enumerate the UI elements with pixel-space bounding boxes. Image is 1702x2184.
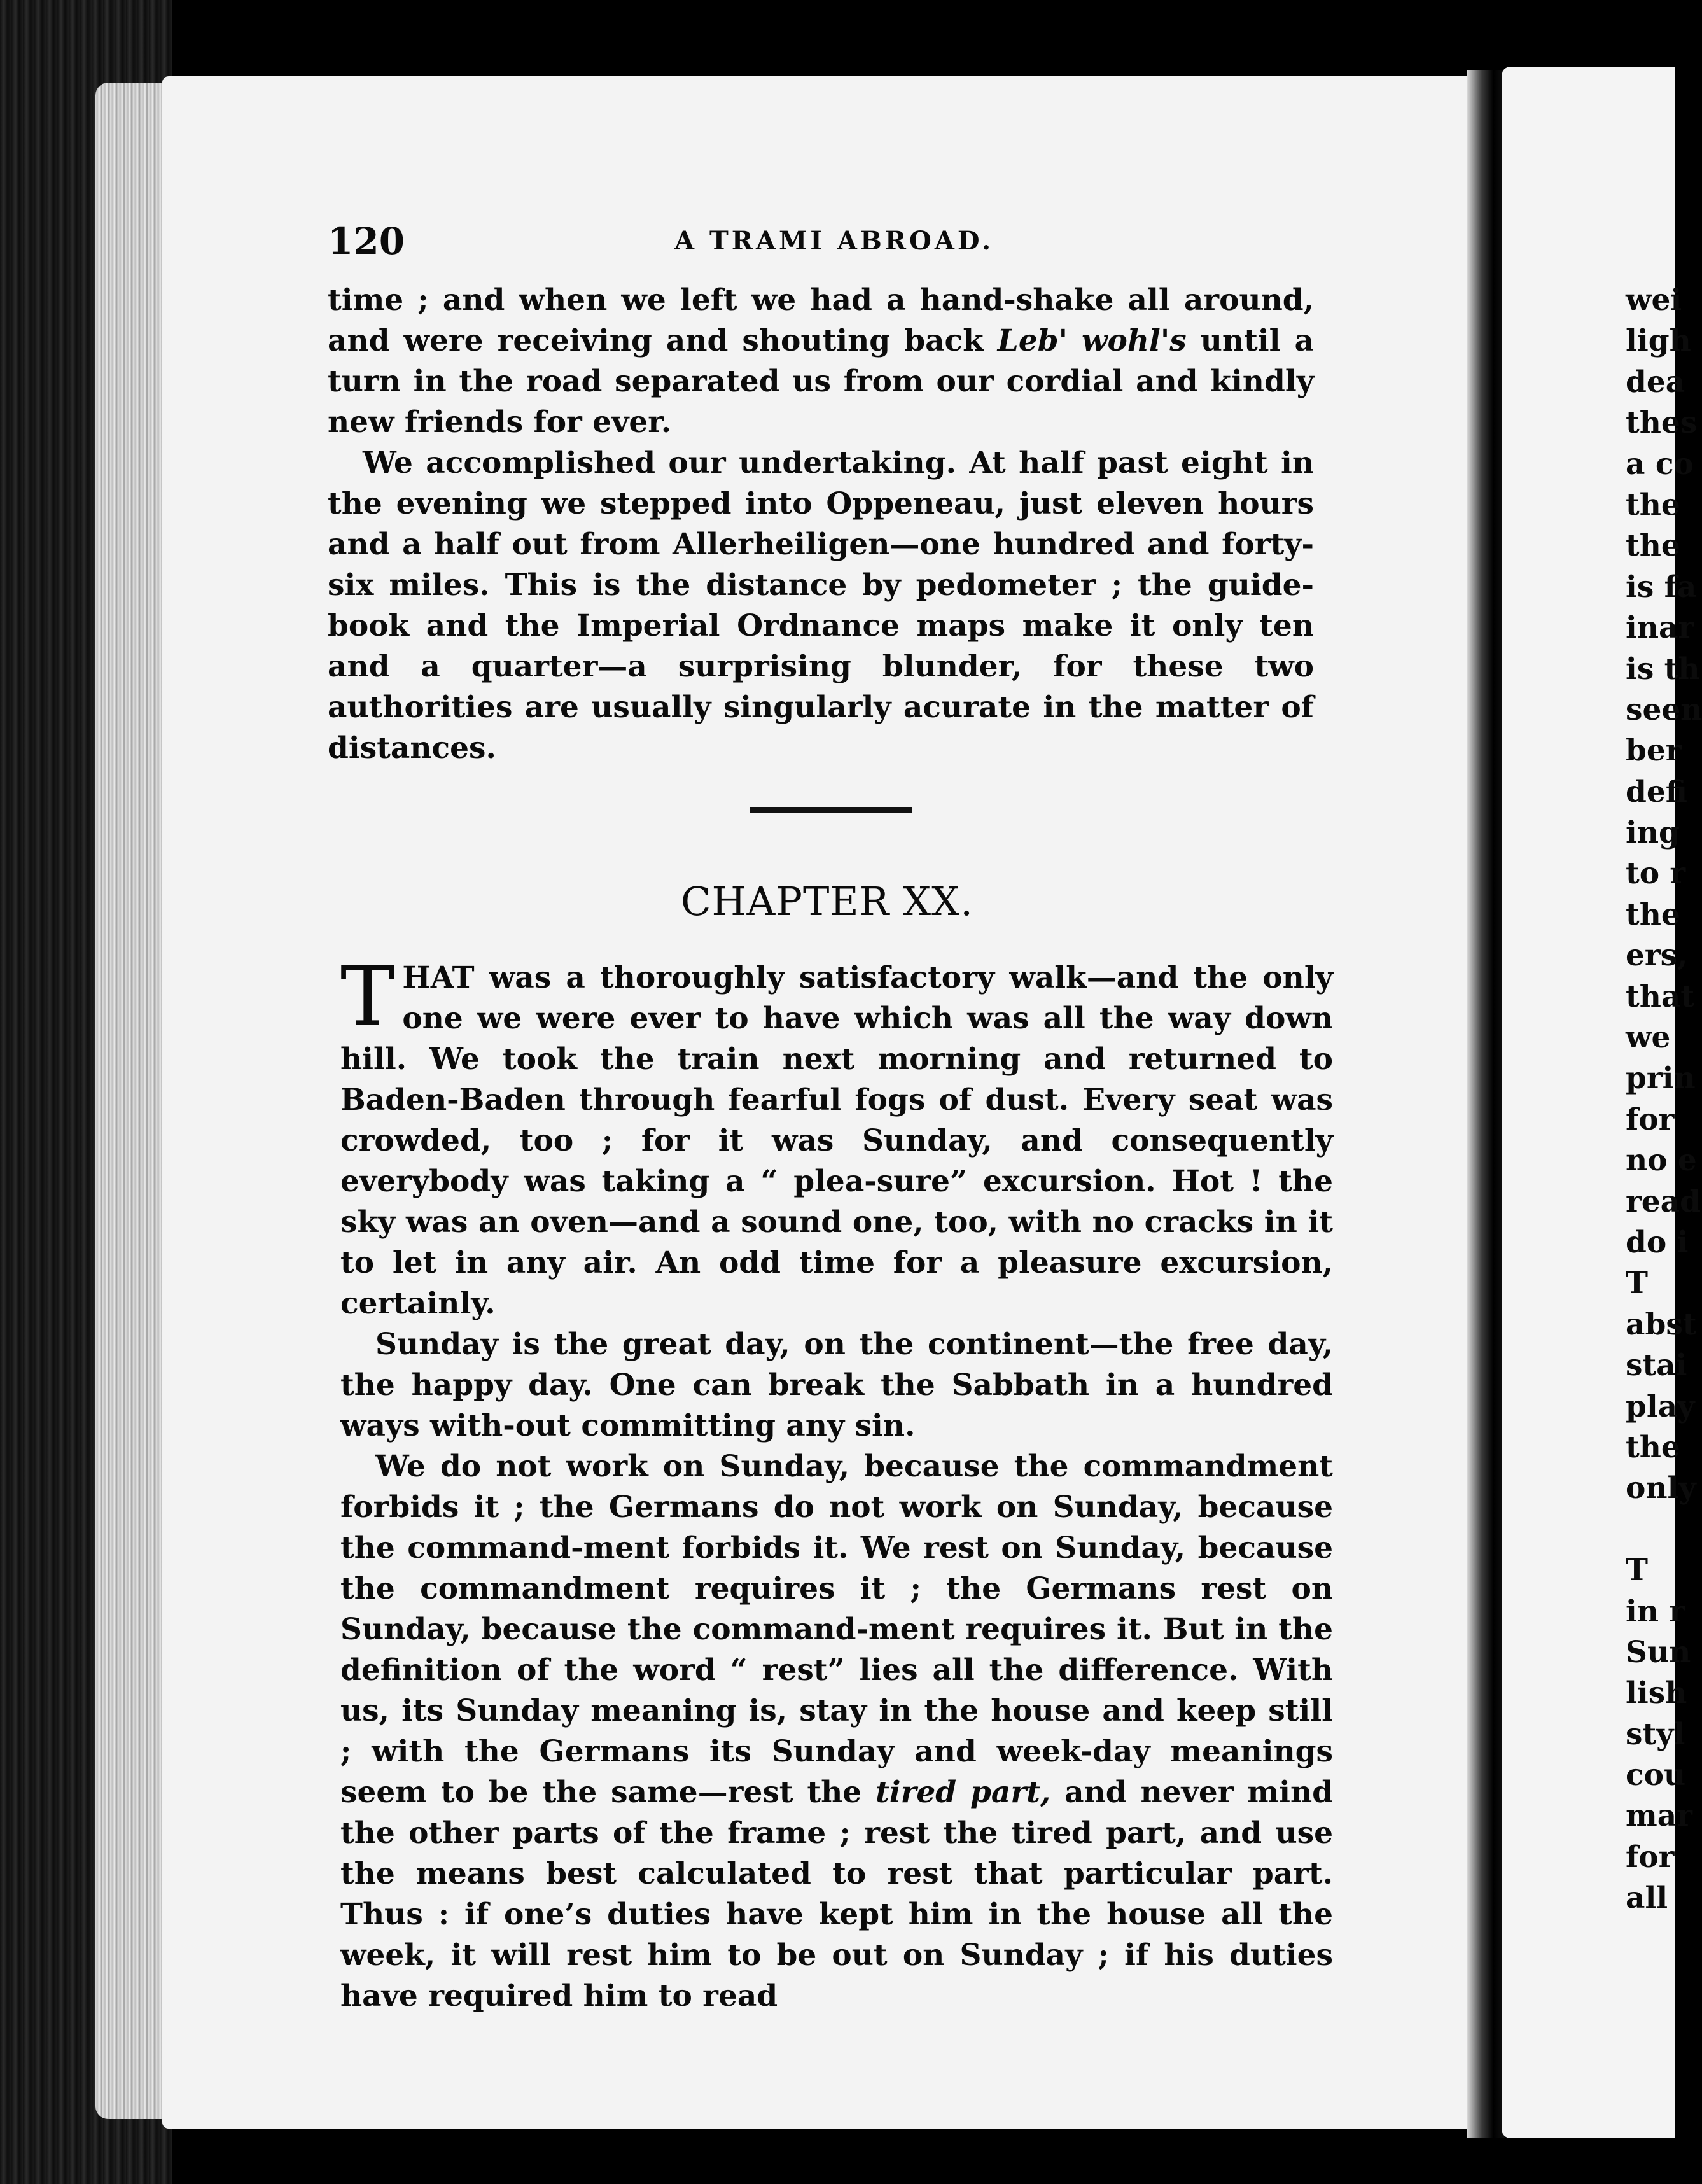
right-page-line: to r bbox=[1626, 856, 1686, 892]
right-page-line: ber bbox=[1626, 733, 1682, 769]
right-page-line: prin bbox=[1626, 1061, 1696, 1096]
right-page-line: mar bbox=[1626, 1798, 1692, 1834]
right-page-line: wei bbox=[1626, 283, 1682, 318]
right-page-line: the bbox=[1626, 897, 1680, 932]
right-page-line: lish bbox=[1626, 1676, 1687, 1711]
right-page-line: stai bbox=[1626, 1348, 1687, 1383]
right-page-line: no e bbox=[1626, 1143, 1697, 1179]
paragraph bbox=[328, 280, 1314, 443]
right-page-line bbox=[1626, 1509, 1677, 1550]
text-run: until a turn in the road separated us from our cordial and kindly new friends for ever. bbox=[328, 323, 1315, 440]
right-page-line: ligh bbox=[1626, 323, 1691, 359]
paragraph: We accomplished our undertaking. At half past eight in the evening we stepped into Oppeneau, just eleven hours and a half out from Allerheiligen—one hundred and forty-six miles. This is the distance by pedometer ; the guide-book and the Imperial Ordnance maps make it only ten and a quarter—a surprising blunder, for these two authorities are usually singularly acurate in the matter of distances. bbox=[328, 445, 1314, 766]
chapter-body-text bbox=[340, 949, 1334, 2017]
right-page-line: only bbox=[1626, 1471, 1696, 1506]
text-run: We do not work on Sunday, because the commandment forbids it ; the Germans do not work on Sunday, because the command-ment forbids it. We rest on Sunday, because the commandment requires it ; the Germans rest on Sunday, because the command-ment requires it. But in the definition of the word “ rest” lies all the difference. With us, its Sunday meaning is, stay in the house and keep still ; with the Germans its Sunday and week-day meanings seem to be the same—rest the bbox=[340, 1449, 1333, 1810]
right-page-line: T bbox=[1626, 1266, 1648, 1301]
running-head bbox=[328, 220, 1314, 264]
right-page-line: all bbox=[1626, 1880, 1668, 1916]
right-page-line: a co bbox=[1626, 446, 1694, 482]
right-page-line: abst bbox=[1626, 1306, 1697, 1342]
right-page-line: the bbox=[1626, 1429, 1680, 1465]
page-stack-edges bbox=[95, 83, 172, 2119]
text-run: HAT was a thoroughly satisfactory walk—and the only one we were ever to have which was all the way down hill. We took the train next morning and returned to Baden-Baden through fearful fogs of dust. Every seat was crowded, too ; for it was Sunday, and consequently everybody was taking a “ plea-sure” excursion. Hot ! the sky was an oven—and a sound one, too, with no cracks in it to let in any air. An odd time for a pleasure excursion, certainly. bbox=[340, 960, 1333, 1321]
chapter-title: CHAPTER XX. bbox=[681, 878, 973, 925]
right-page-line: play bbox=[1626, 1389, 1695, 1424]
paragraph bbox=[340, 949, 1333, 1324]
right-page-line: the bbox=[1626, 528, 1680, 564]
drop-cap: T bbox=[340, 949, 395, 1044]
right-page-line: the bbox=[1626, 487, 1680, 522]
paragraph: Sunday is the great day, on the continent—the free day, the happy day. One can break the Sabbath in a hundred ways with-out committing any sin. bbox=[340, 1327, 1333, 1443]
page-number: 120 bbox=[328, 220, 405, 263]
right-page-line: is th bbox=[1626, 651, 1700, 687]
right-page-line: do i bbox=[1626, 1224, 1689, 1260]
paragraph bbox=[340, 1446, 1333, 2017]
right-page-line: for bbox=[1626, 1839, 1675, 1875]
right-page-line: cou bbox=[1626, 1758, 1686, 1793]
right-page-line: for bbox=[1626, 1102, 1675, 1137]
right-page-line: dea bbox=[1626, 364, 1685, 400]
right-page-line: read bbox=[1626, 1184, 1701, 1219]
italic-text: tired part, bbox=[875, 1775, 1051, 1810]
text-run: time ; and when we left we had a hand-shake all around, and were receiving and shouting back bbox=[328, 283, 1314, 358]
book-gutter bbox=[1467, 70, 1505, 2138]
right-page-line: T bbox=[1626, 1553, 1648, 1588]
text-run: and never mind the other parts of the frame ; rest the tired part, and use the means best calculated to rest that particular part. Thus : if one’s duties have kept him in the house all the week, it will rest him to be out on Sunday ; if his duties have required him to read bbox=[340, 1775, 1334, 2013]
italic-text: Leb' wohl's bbox=[997, 323, 1187, 358]
right-page-line: in r bbox=[1626, 1593, 1685, 1629]
right-page-line: inar bbox=[1626, 610, 1694, 646]
right-page-line: seen bbox=[1626, 692, 1702, 727]
right-page-line: Sun bbox=[1626, 1634, 1691, 1670]
right-page-line: is fa bbox=[1626, 569, 1697, 605]
chapter-end-text bbox=[328, 280, 1314, 769]
right-page-line: we bbox=[1626, 1020, 1671, 1056]
right-page-line: defi bbox=[1626, 774, 1687, 809]
right-page-line: thes bbox=[1626, 405, 1698, 441]
right-page-text-fragments bbox=[1626, 280, 1702, 1919]
right-page-line: styl bbox=[1626, 1716, 1685, 1752]
right-page-line: ing bbox=[1626, 815, 1680, 851]
right-page-line: ers, bbox=[1626, 938, 1688, 974]
right-page-line: that bbox=[1626, 979, 1695, 1014]
running-title: A TRAMI ABROAD. bbox=[674, 226, 994, 256]
section-divider bbox=[750, 807, 912, 813]
